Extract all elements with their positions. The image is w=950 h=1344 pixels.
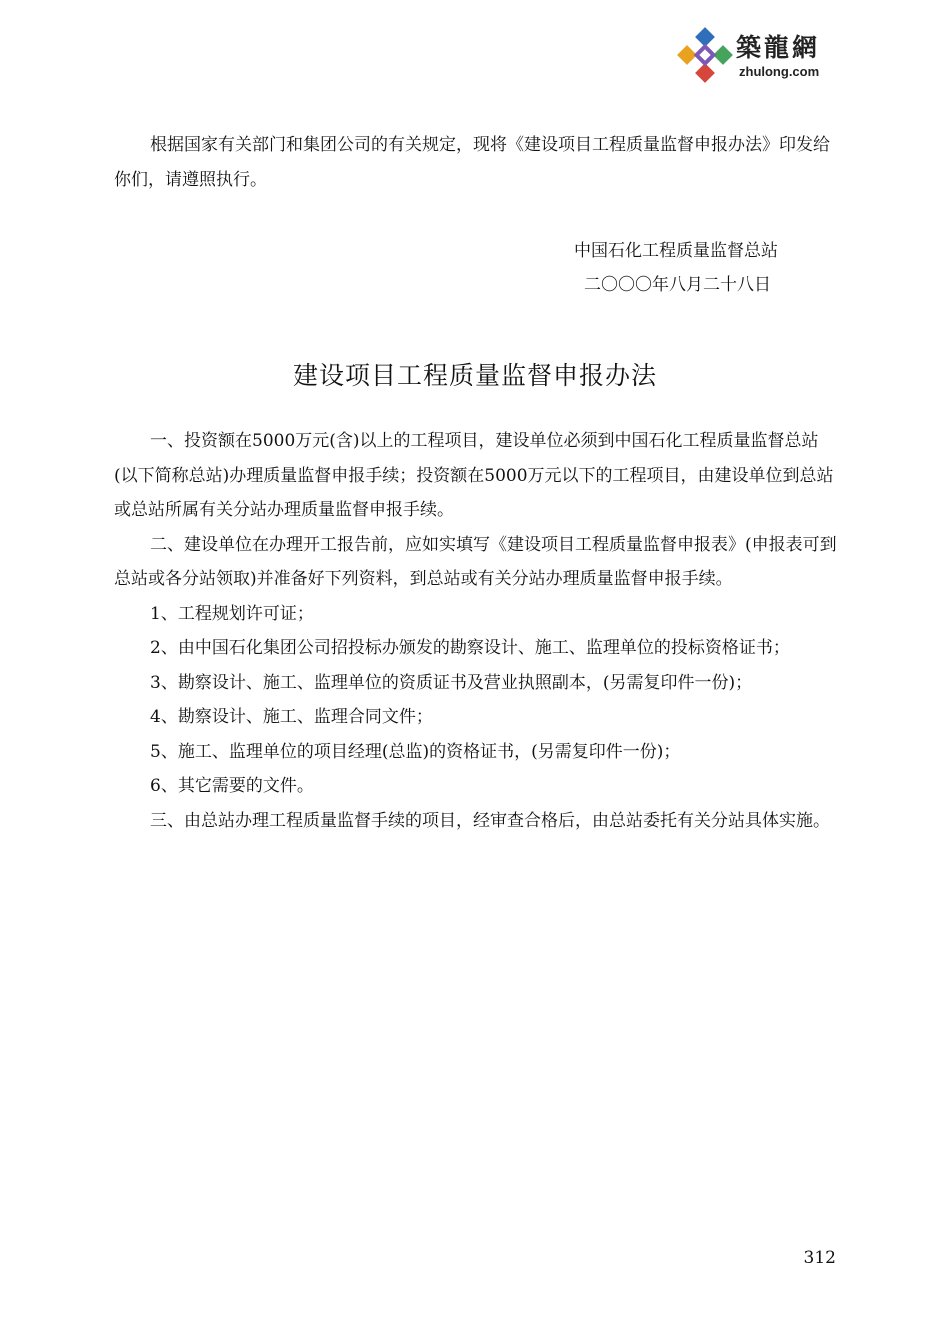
body-paragraph-1: 一、投资额在5000万元(含)以上的工程项目，建设单位必须到中国石化工程质量监督总站(以下简称总站)办理质量监督申报手续；投资额在5000万元以下的工程项目，由建设单位到总站或总站所属有关分站办理质量监督申报手续。 [114,431,834,520]
logo-url-text: zhulong.com [739,64,820,79]
list-item: 6、其它需要的文件。 [150,776,314,796]
signature-date: 二〇〇〇年八月二十八日 [584,275,771,295]
intro-text: 根据国家有关部门和集团公司的有关规定，现将《建设项目工程质量监督申报办法》印发给你们，请遵照执行。 [114,135,830,190]
list-item: 1、工程规划许可证； [150,603,314,624]
document-title: 建设项目工程质量监督申报办法 [292,361,657,390]
list-item: 5、施工、监理单位的项目经理(总监)的资格证书，(另需复印件一份)； [150,741,681,762]
body-paragraph-2: 二、建设单位在办理开工报告前，应如实填写《建设项目工程质量监督申报表》(申报表可到总站或各分站领取)并准备好下列资料，到总站或有关分站办理质量监督申报手续。 [114,534,837,589]
list-item: 2、由中国石化集团公司招投标办颁发的勘察设计、施工、监理单位的投标资格证书； [150,638,790,658]
logo-chinese-text: 築龍網 [736,33,821,62]
page-number: 312 [803,1248,836,1268]
intro-paragraph [114,128,838,197]
zhulong-logo [676,24,846,88]
body-paragraph-3: 三、由总站办理工程质量监督手续的项目，经审查合格后，由总站委托有关分站具体实施。 [150,810,830,831]
list-item: 4、勘察设计、施工、监理合同文件； [150,707,433,727]
list-item: 3、勘察设计、施工、监理单位的资质证书及营业执照副本，(另需复印件一份)； [150,672,753,693]
zhulong-logo-icon [676,26,734,84]
signature-org: 中国石化工程质量监督总站 [574,241,778,261]
document-body [114,424,838,838]
